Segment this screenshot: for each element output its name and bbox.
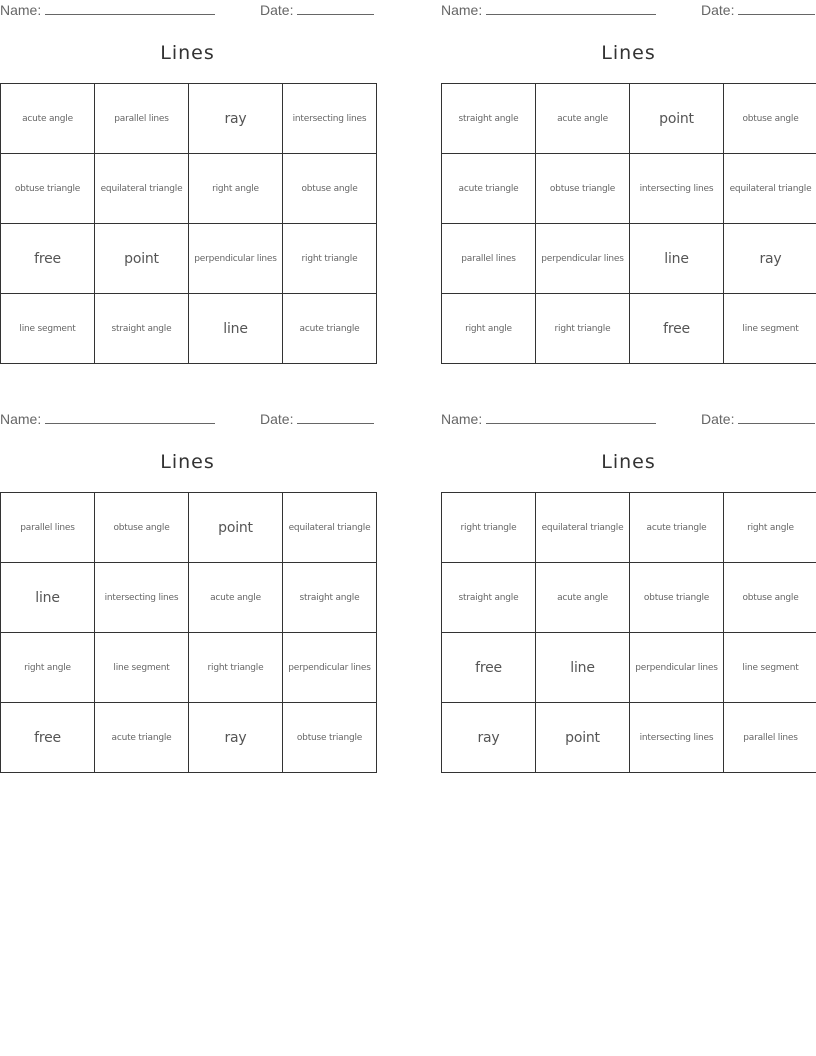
date-field[interactable] [701, 2, 815, 18]
grid-cell: point [630, 84, 724, 154]
name-label: Name: [0, 2, 42, 18]
grid-cell: free [1, 224, 95, 294]
name-label: Name: [0, 411, 42, 427]
grid-cell: equilateral triangle [536, 493, 630, 563]
grid-row [442, 224, 816, 294]
grid-cell: obtuse triangle [283, 703, 377, 773]
card-header [0, 409, 375, 431]
name-blank-line [45, 2, 215, 15]
date-field[interactable] [260, 2, 374, 18]
bingo-card-3 [0, 409, 375, 746]
card-title: Lines [601, 42, 656, 64]
date-blank-line [297, 2, 374, 15]
name-blank-line [45, 411, 215, 424]
name-label: Name: [441, 411, 483, 427]
grid-cell: perpendicular lines [283, 633, 377, 703]
card-title: Lines [160, 42, 215, 64]
grid-cell: ray [189, 84, 283, 154]
grid-cell: acute triangle [630, 493, 724, 563]
grid-row [1, 493, 377, 563]
grid-cell: line [189, 294, 283, 364]
grid-cell: line [630, 224, 724, 294]
grid-cell: acute angle [536, 563, 630, 633]
grid-cell: parallel lines [1, 493, 95, 563]
grid-cell: straight angle [442, 563, 536, 633]
date-blank-line [738, 411, 815, 424]
grid-cell: perpendicular lines [189, 224, 283, 294]
grid-cell: intersecting lines [630, 154, 724, 224]
card-header [441, 409, 816, 431]
grid-cell: right angle [1, 633, 95, 703]
grid-cell: line segment [1, 294, 95, 364]
name-blank-line [486, 411, 656, 424]
grid-row [1, 84, 377, 154]
grid-cell: free [1, 703, 95, 773]
grid-cell: obtuse triangle [630, 563, 724, 633]
grid-cell: line [536, 633, 630, 703]
grid-cell: right angle [189, 154, 283, 224]
grid-cell: right angle [724, 493, 816, 563]
grid-cell: line segment [724, 633, 816, 703]
grid-cell: right triangle [442, 493, 536, 563]
grid-cell: right triangle [283, 224, 377, 294]
grid-cell: acute triangle [95, 703, 189, 773]
name-blank-line [486, 2, 656, 15]
grid-cell: obtuse angle [95, 493, 189, 563]
grid-row [442, 84, 816, 154]
name-label: Name: [441, 2, 483, 18]
grid-cell: line segment [724, 294, 816, 364]
grid-row [1, 563, 377, 633]
grid-cell: ray [724, 224, 816, 294]
grid-cell: acute angle [1, 84, 95, 154]
date-label: Date: [260, 411, 294, 427]
bingo-grid [0, 83, 377, 364]
name-field[interactable] [441, 411, 656, 427]
grid-cell: ray [442, 703, 536, 773]
date-blank-line [738, 2, 815, 15]
grid-cell: obtuse triangle [536, 154, 630, 224]
grid-cell: point [536, 703, 630, 773]
grid-cell: acute triangle [442, 154, 536, 224]
grid-cell: intersecting lines [283, 84, 377, 154]
grid-cell: equilateral triangle [724, 154, 816, 224]
grid-cell: parallel lines [724, 703, 816, 773]
date-label: Date: [701, 411, 735, 427]
grid-row [442, 563, 816, 633]
name-field[interactable] [0, 411, 215, 427]
date-field[interactable] [260, 411, 374, 427]
grid-row [442, 154, 816, 224]
card-title: Lines [160, 451, 215, 473]
grid-cell: acute angle [536, 84, 630, 154]
grid-cell: intersecting lines [630, 703, 724, 773]
grid-cell: ray [189, 703, 283, 773]
grid-cell: line segment [95, 633, 189, 703]
bingo-grid [441, 492, 816, 773]
grid-row [1, 224, 377, 294]
grid-cell: parallel lines [442, 224, 536, 294]
grid-row [442, 493, 816, 563]
bingo-grid [0, 492, 377, 773]
grid-row [1, 154, 377, 224]
card-header [441, 0, 816, 22]
grid-row [1, 294, 377, 364]
grid-cell: obtuse angle [283, 154, 377, 224]
grid-row [442, 633, 816, 703]
date-field[interactable] [701, 411, 815, 427]
bingo-card-2 [441, 0, 816, 337]
grid-cell: point [95, 224, 189, 294]
grid-row [1, 633, 377, 703]
grid-cell: parallel lines [95, 84, 189, 154]
grid-cell: intersecting lines [95, 563, 189, 633]
date-label: Date: [701, 2, 735, 18]
grid-cell: line [1, 563, 95, 633]
grid-row [1, 703, 377, 773]
grid-cell: obtuse triangle [1, 154, 95, 224]
grid-cell: perpendicular lines [630, 633, 724, 703]
grid-cell: obtuse angle [724, 84, 816, 154]
grid-cell: straight angle [283, 563, 377, 633]
grid-cell: right triangle [189, 633, 283, 703]
grid-cell: right triangle [536, 294, 630, 364]
grid-cell: right angle [442, 294, 536, 364]
bingo-card-4 [441, 409, 816, 746]
date-blank-line [297, 411, 374, 424]
grid-cell: straight angle [95, 294, 189, 364]
grid-cell: perpendicular lines [536, 224, 630, 294]
bingo-grid [441, 83, 816, 364]
grid-cell: acute angle [189, 563, 283, 633]
grid-cell: equilateral triangle [283, 493, 377, 563]
grid-cell: obtuse angle [724, 563, 816, 633]
grid-cell: point [189, 493, 283, 563]
name-field[interactable] [0, 2, 215, 18]
grid-cell: free [442, 633, 536, 703]
card-title: Lines [601, 451, 656, 473]
grid-cell: equilateral triangle [95, 154, 189, 224]
grid-row [442, 294, 816, 364]
date-label: Date: [260, 2, 294, 18]
name-field[interactable] [441, 2, 656, 18]
grid-cell: free [630, 294, 724, 364]
grid-cell: acute triangle [283, 294, 377, 364]
grid-cell: straight angle [442, 84, 536, 154]
card-header [0, 0, 375, 22]
grid-row [442, 703, 816, 773]
bingo-card-1 [0, 0, 375, 337]
